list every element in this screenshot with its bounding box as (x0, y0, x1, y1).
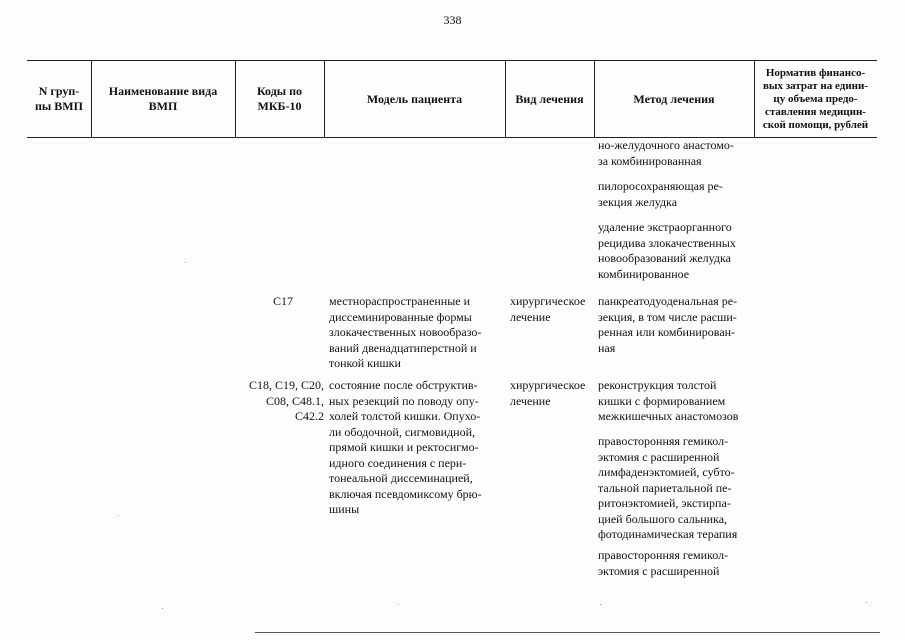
patient-model-cell: состояние после обструктив- ных резекций по поводу опу- холей толстой кишки. Опухо- ли ободочной, сигмовидной, прямой кишки и ректосигмо- идного соединения с пери- тонеальной диссеминацией, включая псевдомиксому брю- шины (329, 378, 482, 516)
icd-codes-cell: C17 (272, 294, 293, 308)
page-bottom-rule (255, 632, 880, 633)
header-financial-standard: Норматив финансо- вых затрат на едини- цу объема предо- ставления медицин- ской помощи, рублей (762, 66, 869, 131)
table-header (27, 60, 877, 138)
method-text: правосторонняя гемикол- эктомия с расширенной лимфаденэктомией, субто- тальной париетальной пе- ритонэктомией, экстирпа- цией большого сальника, фотодинамическая терапия (598, 434, 738, 541)
icd-codes-cell: C18, C19, C20, C08, C48.1, C42.2 (248, 378, 324, 423)
scan-speck (118, 515, 119, 516)
treatment-type-cell: хирургическое лечение (510, 294, 586, 324)
header-group-number: N груп- пы ВМП (35, 84, 83, 113)
scan-speck (398, 604, 399, 605)
method-text: правосторонняя гемикол- эктомия с расширенной (598, 548, 729, 578)
scan-speck (866, 602, 867, 603)
method-text: но-желудочного анастомо- за комбинированная (598, 138, 734, 168)
scan-speck (600, 604, 601, 605)
page-number: 338 (443, 13, 462, 27)
method-text: удаление экстраорганного рецидива злокачественных новообразований желудка комбинированное (598, 220, 736, 281)
header-treatment-method: Метод лечения (633, 91, 715, 106)
method-text: панкреатодуоденальная ре- зекция, в том числе расши- ренная или комбинирован- ная (598, 294, 738, 355)
scan-speck (185, 262, 186, 263)
header-treatment-type: Вид лечения (515, 91, 584, 106)
patient-model-cell: местнораспространенные и диссеминированные формы злокачественных новообразо- ваний двенадцатиперстной и тонкой кишки (329, 294, 482, 370)
header-patient-model: Модель пациента (366, 91, 463, 106)
method-text: реконструкция толстой кишки с формированием межкишечных анастомозов (598, 378, 739, 423)
header-icd-codes: Коды по МКБ-10 (256, 84, 303, 113)
treatment-type-cell: хирургическое лечение (510, 378, 586, 408)
header-vmp-name: Наименование вида ВМП (108, 84, 218, 113)
method-text: пилоросохраняющая ре- зекция желудка (598, 179, 723, 209)
scan-speck (162, 608, 163, 609)
